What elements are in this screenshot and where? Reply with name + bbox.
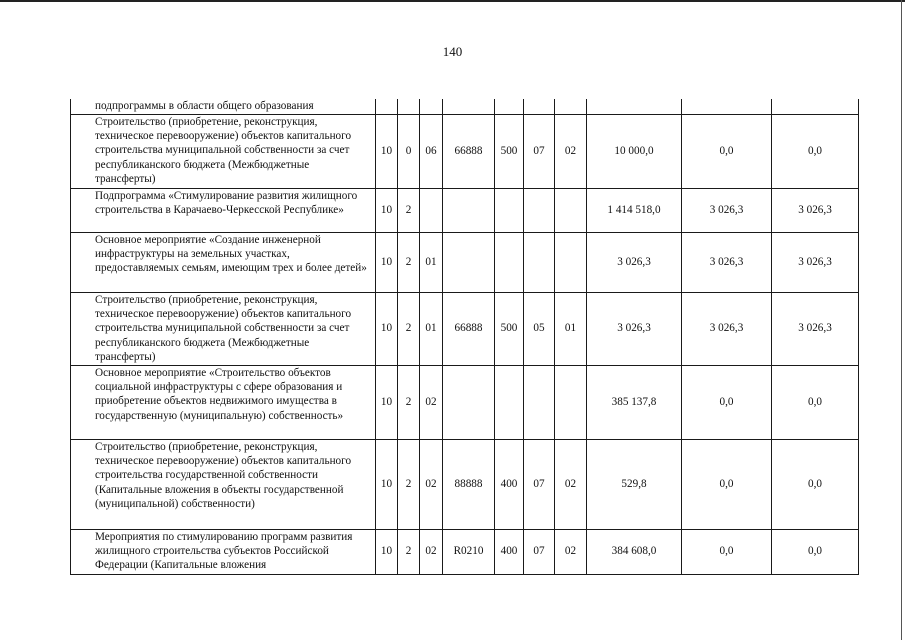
direction-code-cell xyxy=(443,365,495,439)
subsection-code-cell: 02 xyxy=(555,439,587,529)
direction-code-cell xyxy=(443,188,495,232)
amount-year1-cell: 3 026,3 xyxy=(587,232,682,292)
direction-code-cell: 66888 xyxy=(443,292,495,365)
expense-type-cell: 400 xyxy=(495,439,524,529)
row-description-text: Основное мероприятие «Создание инженерной инфраструктуры на земельных участках, предоставляемых семьям, имеющим трех и более детей» xyxy=(95,233,367,275)
subsection-code-cell xyxy=(555,365,587,439)
section-code-cell xyxy=(524,99,555,114)
measure-code-cell: 02 xyxy=(420,365,443,439)
row-description-text: Строительство (приобретение, реконструкция, техническое перевооружение) объектов капитального строительства муниципальной собственности за счет республиканского бюджета (Межбюджетные трансферты) xyxy=(95,115,352,186)
section-code-cell xyxy=(524,232,555,292)
table-row xyxy=(71,114,859,188)
row-description-cell xyxy=(71,439,376,529)
measure-code-cell xyxy=(420,99,443,114)
subprogram-code-cell: 2 xyxy=(398,529,420,574)
table-row xyxy=(71,292,859,365)
row-description-cell xyxy=(71,188,376,232)
amount-year2-cell: 0,0 xyxy=(682,439,772,529)
measure-code-cell: 01 xyxy=(420,292,443,365)
subprogram-code-cell: 2 xyxy=(398,188,420,232)
subsection-code-cell: 02 xyxy=(555,114,587,188)
direction-code-cell: R0210 xyxy=(443,529,495,574)
amount-year2-cell: 3 026,3 xyxy=(682,188,772,232)
row-description-cell xyxy=(71,232,376,292)
expense-type-cell xyxy=(495,365,524,439)
direction-code-cell xyxy=(443,232,495,292)
amount-year1-cell: 529,8 xyxy=(587,439,682,529)
row-description-text: Подпрограмма «Стимулирование развития жилищного строительства в Карачаево-Черкесской Республике» xyxy=(95,189,358,216)
table-row xyxy=(71,439,859,529)
amount-year3-cell xyxy=(772,99,859,114)
amount-year1-cell: 385 137,8 xyxy=(587,365,682,439)
amount-year1-cell: 3 026,3 xyxy=(587,292,682,365)
section-code-cell: 07 xyxy=(524,114,555,188)
row-description-text: Строительство (приобретение, реконструкция, техническое перевооружение) объектов капитального строительства муниципальной собственности за счет республиканского бюджета (Межбюджетные трансферты) xyxy=(95,293,352,364)
section-code-cell xyxy=(524,365,555,439)
table-row xyxy=(71,529,859,574)
row-description-cell xyxy=(71,292,376,365)
table-row xyxy=(71,188,859,232)
table-row xyxy=(71,99,859,114)
measure-code-cell xyxy=(420,188,443,232)
amount-year3-cell: 0,0 xyxy=(772,439,859,529)
program-code-cell: 10 xyxy=(376,188,398,232)
budget-table xyxy=(70,99,859,575)
program-code-cell: 10 xyxy=(376,365,398,439)
page-number: 140 xyxy=(442,44,463,59)
subsection-code-cell: 02 xyxy=(555,529,587,574)
subsection-code-cell: 01 xyxy=(555,292,587,365)
expense-type-cell: 500 xyxy=(495,292,524,365)
subprogram-code-cell: 2 xyxy=(398,439,420,529)
section-code-cell: 07 xyxy=(524,529,555,574)
amount-year2-cell: 0,0 xyxy=(682,365,772,439)
program-code-cell: 10 xyxy=(376,114,398,188)
expense-type-cell xyxy=(495,188,524,232)
amount-year3-cell: 3 026,3 xyxy=(772,232,859,292)
amount-year3-cell: 0,0 xyxy=(772,114,859,188)
amount-year1-cell: 10 000,0 xyxy=(587,114,682,188)
row-description-text: Мероприятия по стимулированию программ развития жилищного строительства субъектов Российской Федерации (Капитальные вложения xyxy=(95,530,353,572)
measure-code-cell: 02 xyxy=(420,439,443,529)
subprogram-code-cell: 2 xyxy=(398,232,420,292)
table-row xyxy=(71,232,859,292)
amount-year1-cell: 1 414 518,0 xyxy=(587,188,682,232)
subsection-code-cell xyxy=(555,188,587,232)
subsection-code-cell xyxy=(555,99,587,114)
amount-year2-cell: 0,0 xyxy=(682,529,772,574)
amount-year3-cell: 3 026,3 xyxy=(772,188,859,232)
page-top-border xyxy=(0,0,905,2)
amount-year2-cell: 3 026,3 xyxy=(682,292,772,365)
row-description-text: подпрограммы в области общего образования xyxy=(95,100,314,113)
measure-code-cell: 06 xyxy=(420,114,443,188)
direction-code-cell xyxy=(443,99,495,114)
amount-year2-cell xyxy=(682,99,772,114)
amount-year3-cell: 3 026,3 xyxy=(772,292,859,365)
measure-code-cell: 02 xyxy=(420,529,443,574)
subsection-code-cell xyxy=(555,232,587,292)
amount-year1-cell xyxy=(587,99,682,114)
row-description-text: Строительство (приобретение, реконструкция, техническое перевооружение) объектов капитального строительства государственной собственности (Капитальные вложения в объекты государственной (муниципальной) собственности) xyxy=(95,440,352,511)
expense-type-cell: 500 xyxy=(495,114,524,188)
amount-year3-cell: 0,0 xyxy=(772,529,859,574)
amount-year1-cell: 384 608,0 xyxy=(587,529,682,574)
section-code-cell: 07 xyxy=(524,439,555,529)
program-code-cell: 10 xyxy=(376,232,398,292)
page-right-border xyxy=(901,0,902,640)
row-description-cell xyxy=(71,365,376,439)
expense-type-cell: 400 xyxy=(495,529,524,574)
subprogram-code-cell: 2 xyxy=(398,292,420,365)
table-body xyxy=(71,99,859,574)
subprogram-code-cell: 0 xyxy=(398,114,420,188)
row-description-cell xyxy=(71,114,376,188)
row-description-cell xyxy=(71,529,376,574)
subprogram-code-cell: 2 xyxy=(398,365,420,439)
program-code-cell: 10 xyxy=(376,529,398,574)
table-row xyxy=(71,365,859,439)
expense-type-cell xyxy=(495,232,524,292)
section-code-cell xyxy=(524,188,555,232)
direction-code-cell: 88888 xyxy=(443,439,495,529)
subprogram-code-cell xyxy=(398,99,420,114)
row-description-cell xyxy=(71,99,376,114)
amount-year2-cell: 0,0 xyxy=(682,114,772,188)
amount-year2-cell: 3 026,3 xyxy=(682,232,772,292)
amount-year3-cell: 0,0 xyxy=(772,365,859,439)
program-code-cell xyxy=(376,99,398,114)
direction-code-cell: 66888 xyxy=(443,114,495,188)
section-code-cell: 05 xyxy=(524,292,555,365)
program-code-cell: 10 xyxy=(376,439,398,529)
expense-type-cell xyxy=(495,99,524,114)
row-description-text: Основное мероприятие «Строительство объектов социальной инфраструктуры с сфере образования и приобретение объектов недвижимого имущества в государственную (муниципальную) собственность» xyxy=(95,366,344,422)
program-code-cell: 10 xyxy=(376,292,398,365)
measure-code-cell: 01 xyxy=(420,232,443,292)
